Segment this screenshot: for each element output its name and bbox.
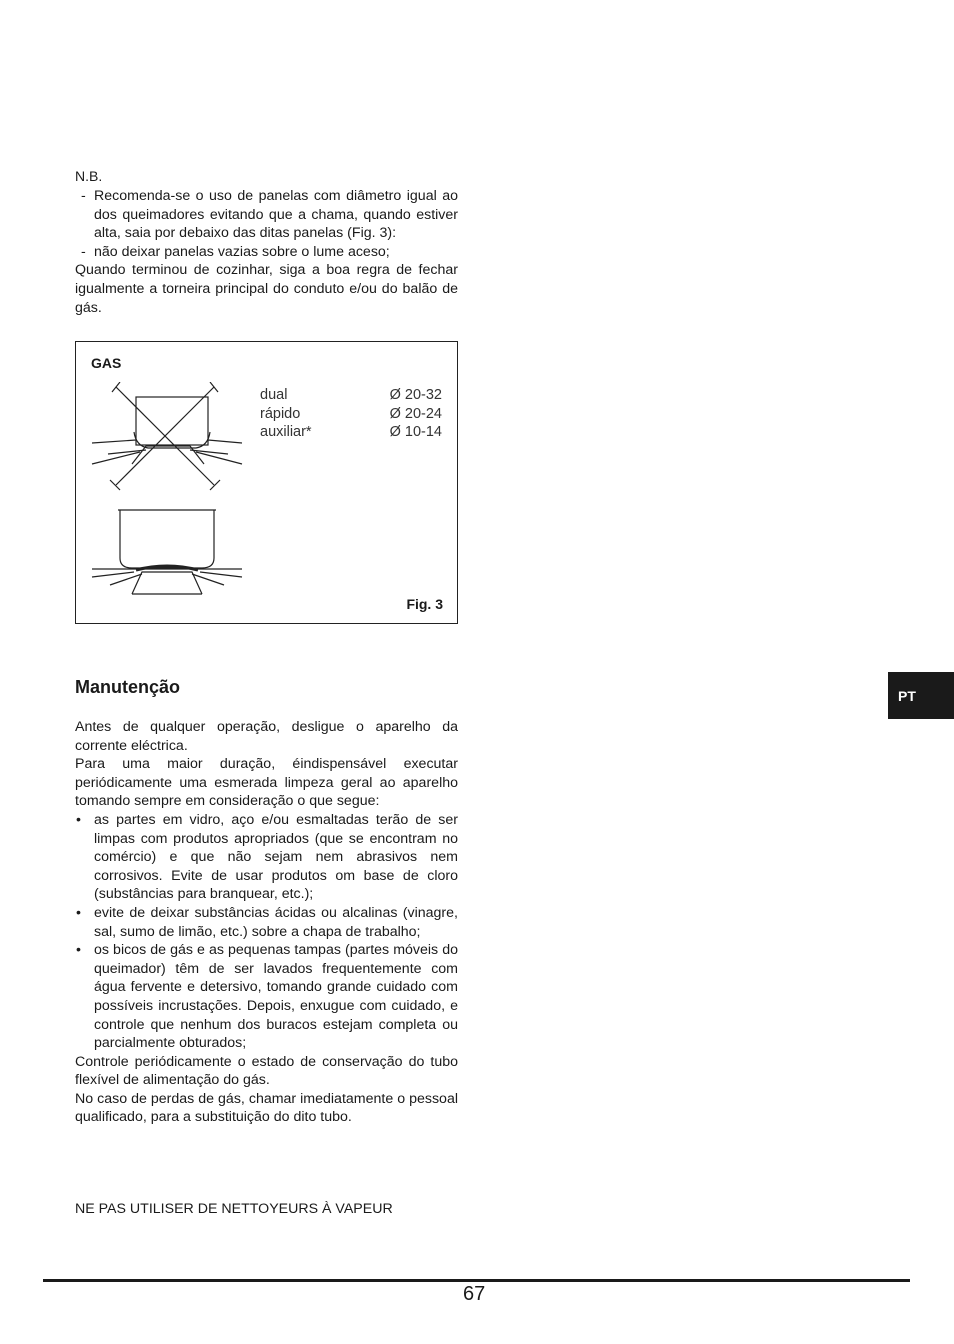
nb-item (75, 243, 458, 262)
maintenance-body (75, 718, 458, 1127)
bullet-item (75, 811, 458, 904)
burner-row (260, 386, 442, 405)
burner-diameter: Ø 20-24 (389, 405, 442, 422)
nb-closing: Quando terminou de cozinhar, siga a boa regra de fechar igualmente a torneira principal do conduto e/ou do balão de gás. (75, 262, 458, 316)
bullet-marker: • (76, 942, 81, 959)
page-number: 67 (463, 1283, 486, 1305)
bullet-marker: • (76, 904, 81, 921)
dash-marker: - (81, 188, 86, 204)
steam-warning: NE PAS UTILISER DE NETTOYEURS À VAPEUR (75, 1201, 393, 1217)
footer-rule (43, 1279, 910, 1282)
bullet-marker: • (76, 811, 81, 828)
wrong-pan-illustration (92, 382, 242, 490)
burner-name: auxiliar* (260, 424, 312, 441)
burner-name: rápido (260, 405, 301, 422)
burner-diameter: Ø 10-14 (389, 424, 442, 441)
nb-title: N.B. (75, 168, 103, 184)
bullet-text: as partes em vidro, aço e/ou esmaltadas terão de ser limpas com produtos apropriados (que se encontram no comércio) e que não sejam nem abrasivos nem corrosivos. Evite de usar produtos om base de cloro (substâncias para branquear, etc.); (94, 811, 458, 903)
paragraph: No caso de perdas de gás, chamar imediatamente o pessoal qualificado, para a substituição do dito tubo. (75, 1090, 458, 1126)
dash-marker: - (81, 243, 86, 260)
bullet-text: os bicos de gás e as pequenas tampas (partes móveis do queimador) têm de ser lavados frequentemente com água fervente e detersivo, tomando grande cuidado com possíveis incrustações. Depois, enxugue com cuidado, e controle que nenhum dos buracos estejam completa ou parcialmente obturados; (94, 942, 458, 1052)
section-heading: Manutenção (75, 677, 181, 697)
bullet-text: evite de deixar substâncias ácidas ou alcalinas (vinagre, sal, sumo de limão, etc.) sobre a chapa de trabalho; (94, 904, 458, 940)
paragraph: Para uma maior duração, éindispensável executar periódicamente uma esmerada limpeza geral ao aparelho tomando sempre em consideração o que segue: (75, 756, 458, 810)
nb-section (75, 187, 458, 317)
bullet-item (75, 904, 458, 941)
language-tab: PT (888, 672, 954, 719)
figure-caption: Fig. 3 (406, 596, 443, 612)
nb-item (75, 187, 458, 243)
burner-row (260, 423, 442, 442)
burner-diameter: Ø 20-32 (389, 387, 442, 403)
correct-pan-illustration (92, 510, 242, 594)
figure-box (75, 341, 458, 624)
paragraph: Antes de qualquer operação, desligue o aparelho da corrente eléctrica. (75, 719, 458, 754)
burner-spec-table (260, 386, 442, 442)
figure-label: GAS (91, 355, 122, 371)
pan-diagram (90, 382, 250, 602)
nb-item-text: Recomenda-se o uso de panelas com diâmetro igual ao dos queimadores evitando que a chama, quando estiver alta, saia por debaixo das ditas panelas (Fig. 3): (94, 188, 458, 242)
bullet-item (75, 941, 458, 1053)
burner-name: dual (260, 387, 288, 403)
paragraph: Controle periódicamente o estado de conservação do tubo flexível de alimentação do gás. (75, 1053, 458, 1089)
nb-item-text: não deixar panelas vazias sobre o lume aceso; (94, 243, 390, 260)
burner-row (260, 405, 442, 424)
